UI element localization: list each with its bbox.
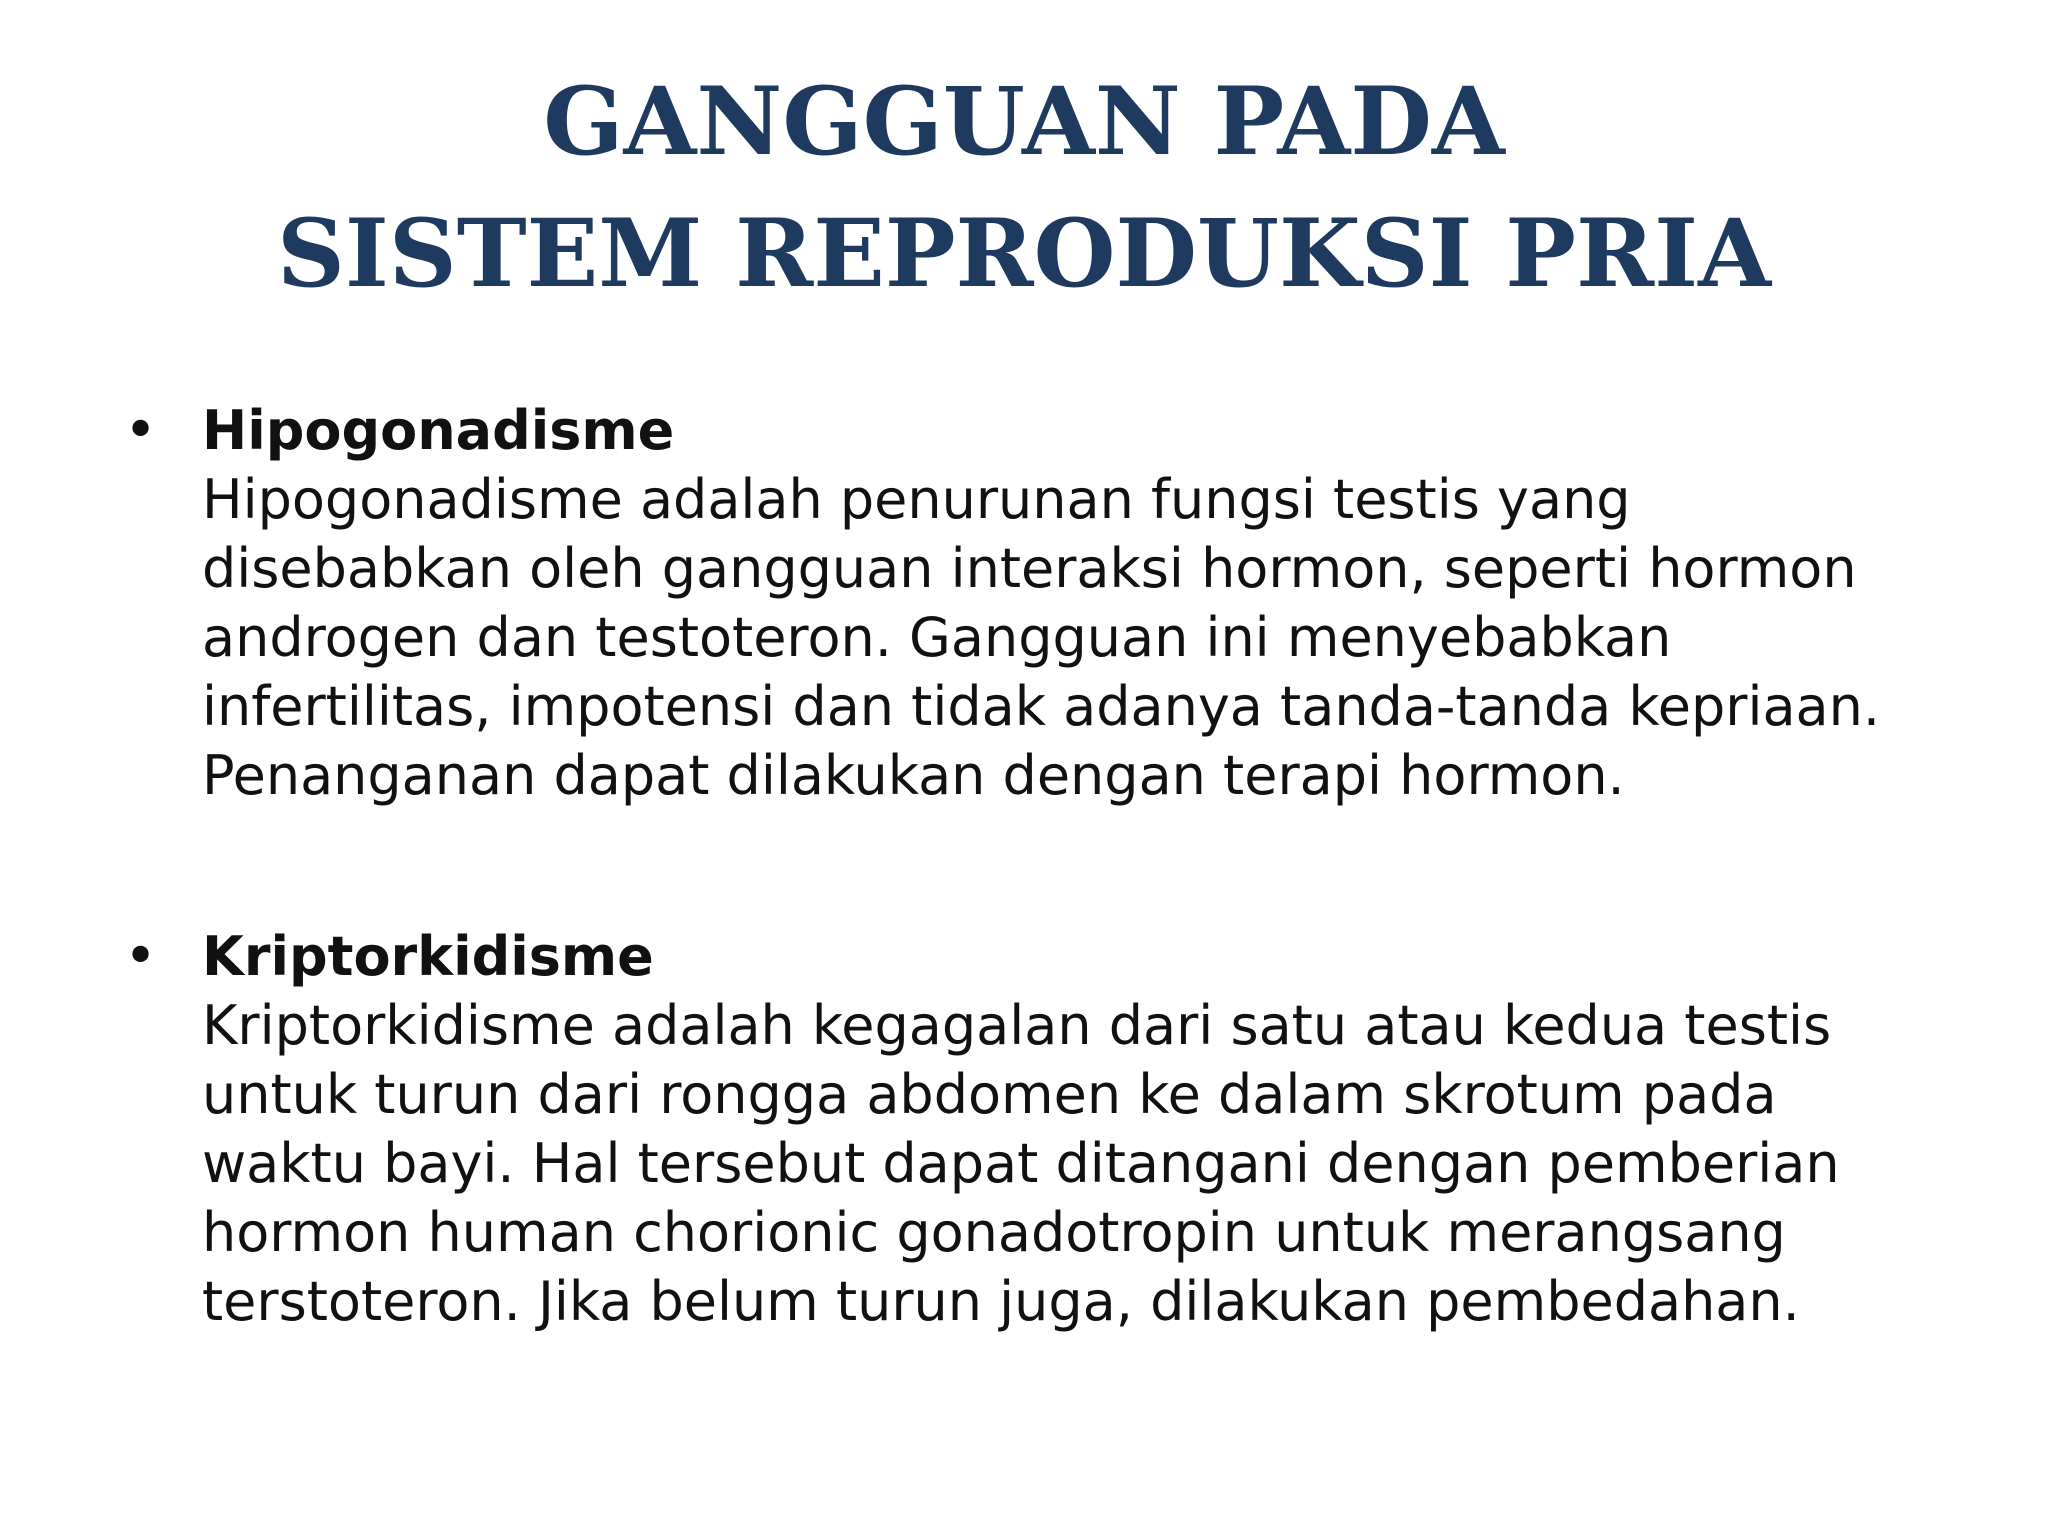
bullet-item-hipogonadisme (120, 396, 1940, 810)
bullet-term: Kriptorkidisme (202, 925, 654, 988)
bullet-item-kriptorkidisme (120, 922, 1940, 1336)
bullet-icon: • (124, 398, 158, 463)
bullet-list (120, 396, 1940, 1448)
title-line-2: SISTEM REPRODUKSI PRIA (276, 199, 1772, 309)
bullet-description: Kriptorkidisme adalah kegagalan dari satu atau kedua testis untuk turun dari rongga abdomen ke dalam skrotum pada waktu bayi. Hal tersebut dapat ditangani dengan pemberian hormon human chorionic gonadotropin untuk merangsang terstoteron. Jika belum turun juga, dilakukan pembedahan. (202, 994, 1840, 1333)
slide-title (0, 56, 2048, 320)
title-line-1: GANGGUAN PADA (543, 67, 1505, 177)
bullet-description: Hipogonadisme adalah penurunan fungsi testis yang disebabkan oleh gangguan interaksi hormon, seperti hormon androgen dan testoteron. Gangguan ini menyebabkan infertilitas, impotensi dan tidak adanya tanda-tanda kepriaan. Penanganan dapat dilakukan dengan terapi hormon. (202, 468, 1881, 807)
bullet-term: Hipogonadisme (202, 399, 675, 462)
bullet-icon: • (124, 924, 158, 989)
